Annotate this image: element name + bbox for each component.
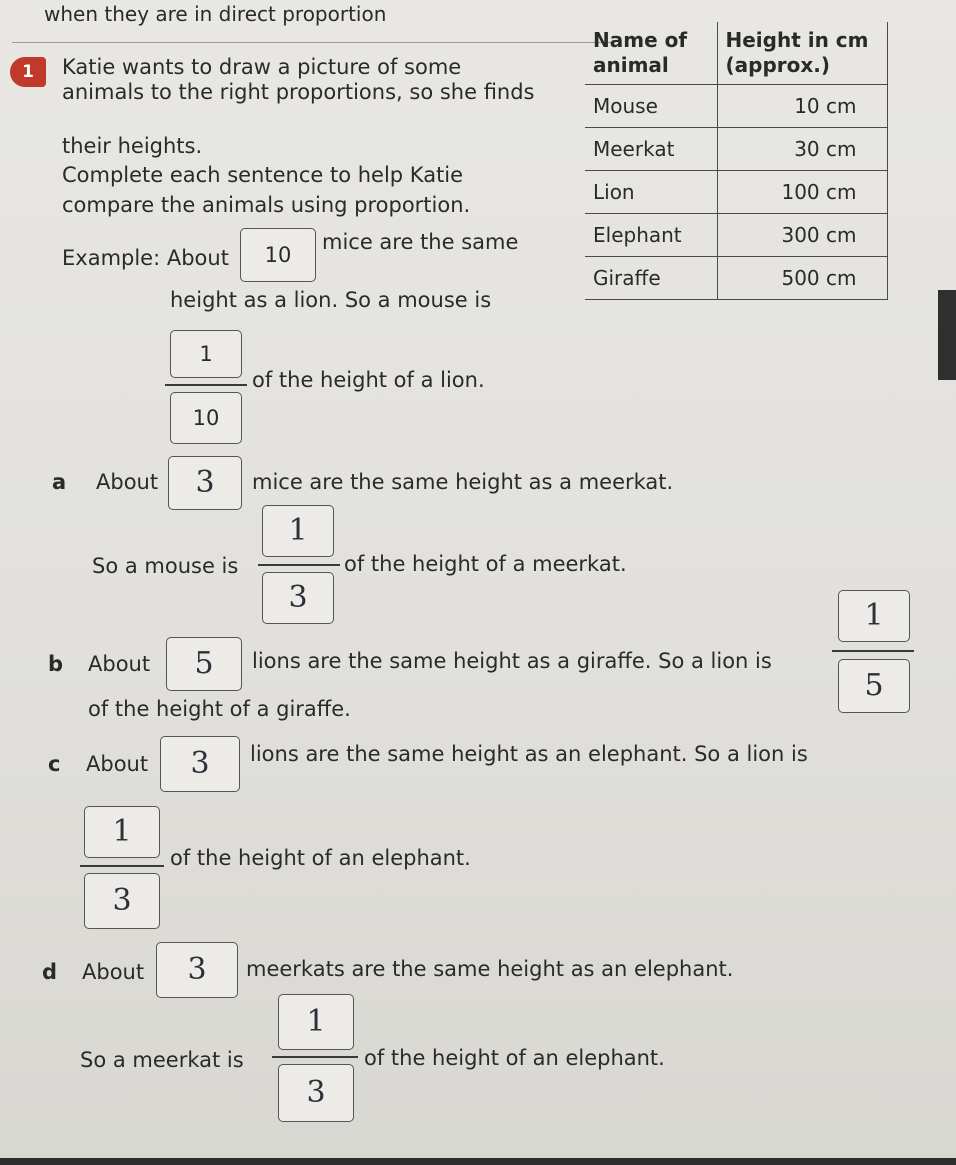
- header-name-line-2: animal: [593, 53, 669, 77]
- table-row: [585, 85, 887, 128]
- part-d-denominator-box[interactable]: [278, 1064, 354, 1122]
- part-a-tail: of the height of a meerkat.: [344, 552, 627, 576]
- part-c-denominator: 3: [112, 883, 132, 918]
- part-b-suffix: lions are the same height as a giraffe. So a lion is: [252, 649, 772, 673]
- part-c-tail: of the height of an elephant.: [170, 846, 471, 870]
- section-divider: [12, 42, 612, 43]
- table-row: [585, 257, 887, 300]
- part-b-line2: of the height of a giraffe.: [88, 697, 351, 721]
- header-height-line-1: Height in cm: [725, 28, 869, 52]
- part-d-denominator: 3: [306, 1075, 326, 1110]
- part-c-prefix: About: [86, 752, 149, 776]
- intro-line-1: Katie wants to draw a picture of some: [62, 55, 462, 79]
- question-number-badge: 1: [10, 57, 46, 87]
- part-a-denominator-box[interactable]: [262, 572, 334, 624]
- part-b-letter: b: [48, 652, 64, 676]
- example-line-2: height as a lion. So a mouse is: [170, 288, 492, 312]
- animal-heights-table: [585, 22, 888, 300]
- part-d-answer: 3: [187, 952, 207, 987]
- part-d-tail: of the height of an elephant.: [364, 1046, 665, 1070]
- instruction-line-1: Complete each sentence to help Katie: [62, 163, 464, 187]
- example-numerator: 1: [199, 342, 213, 366]
- table-header-name: [585, 22, 717, 85]
- part-c-numerator: 1: [112, 814, 132, 849]
- instruction-line-2: compare the animals using proportion.: [62, 193, 471, 217]
- part-a-letter: a: [52, 470, 67, 494]
- table-row: [585, 128, 887, 171]
- animal-cell: Lion: [585, 171, 717, 214]
- part-c-numerator-box[interactable]: [84, 806, 160, 858]
- page-edge-tab: [938, 290, 956, 380]
- part-c-denominator-box[interactable]: [84, 873, 160, 929]
- example-tail: of the height of a lion.: [252, 368, 485, 392]
- part-a-numerator: 1: [288, 513, 308, 548]
- part-c-suffix: lions are the same height as an elephant. So a lion is: [250, 742, 808, 766]
- animal-cell: Giraffe: [585, 257, 717, 300]
- animal-cell: Mouse: [585, 85, 717, 128]
- animal-cell: Elephant: [585, 214, 717, 257]
- part-b-numerator: 1: [864, 598, 884, 633]
- part-a-prefix: About: [96, 470, 159, 494]
- table-row: [585, 171, 887, 214]
- part-a-answer: 3: [195, 465, 215, 500]
- part-a-denominator: 3: [288, 580, 308, 615]
- part-b-numerator-box[interactable]: [838, 590, 910, 642]
- part-a-numerator-box[interactable]: [262, 505, 334, 557]
- example-count-box: [240, 228, 316, 282]
- part-d-answer-box[interactable]: [156, 942, 238, 998]
- example-fraction-bar: [165, 384, 247, 386]
- height-cell: 300 cm: [717, 214, 887, 257]
- height-cell: 10 cm: [717, 85, 887, 128]
- header-height-line-2: (approx.): [725, 53, 831, 77]
- header-name-line-1: Name of: [593, 28, 688, 52]
- part-c-fraction-bar: [80, 865, 164, 867]
- part-d-suffix: meerkats are the same height as an elephant.: [246, 957, 734, 981]
- part-d-fraction-bar: [272, 1056, 358, 1058]
- part-b-prefix: About: [88, 652, 151, 676]
- animal-cell: Meerkat: [585, 128, 717, 171]
- part-a-answer-box[interactable]: [168, 456, 242, 510]
- page-bottom-edge: [0, 1158, 956, 1165]
- part-d-numerator-box[interactable]: [278, 994, 354, 1050]
- part-a-fraction-bar: [258, 564, 340, 566]
- part-d-numerator: 1: [306, 1004, 326, 1039]
- part-d-line2-prefix: So a meerkat is: [80, 1048, 244, 1072]
- table-header-height: [717, 22, 887, 85]
- example-denominator: 10: [192, 406, 220, 430]
- part-c-answer: 3: [190, 746, 210, 781]
- part-a-suffix: mice are the same height as a meerkat.: [252, 470, 674, 494]
- example-denominator-box: [170, 392, 242, 444]
- part-b-denominator-box[interactable]: [838, 659, 910, 713]
- part-c-letter: c: [48, 752, 61, 776]
- part-b-answer: 5: [194, 646, 214, 681]
- height-cell: 500 cm: [717, 257, 887, 300]
- part-b-fraction-bar: [832, 650, 914, 652]
- part-a-line2-prefix: So a mouse is: [92, 554, 239, 578]
- intro-line-2: animals to the right proportions, so she finds: [62, 80, 535, 104]
- part-c-answer-box[interactable]: [160, 736, 240, 792]
- table-row: [585, 214, 887, 257]
- previous-section-text: when they are in direct proportion: [44, 2, 387, 26]
- example-prefix: Example: About: [62, 246, 229, 270]
- part-d-letter: d: [42, 960, 58, 984]
- example-count-value: 10: [264, 243, 292, 267]
- intro-line-3: their heights.: [62, 134, 203, 158]
- part-b-denominator: 5: [864, 668, 884, 703]
- part-d-prefix: About: [82, 960, 145, 984]
- example-numerator-box: [170, 330, 242, 378]
- height-cell: 100 cm: [717, 171, 887, 214]
- height-cell: 30 cm: [717, 128, 887, 171]
- example-suffix: mice are the same: [322, 230, 519, 254]
- part-b-answer-box[interactable]: [166, 637, 242, 691]
